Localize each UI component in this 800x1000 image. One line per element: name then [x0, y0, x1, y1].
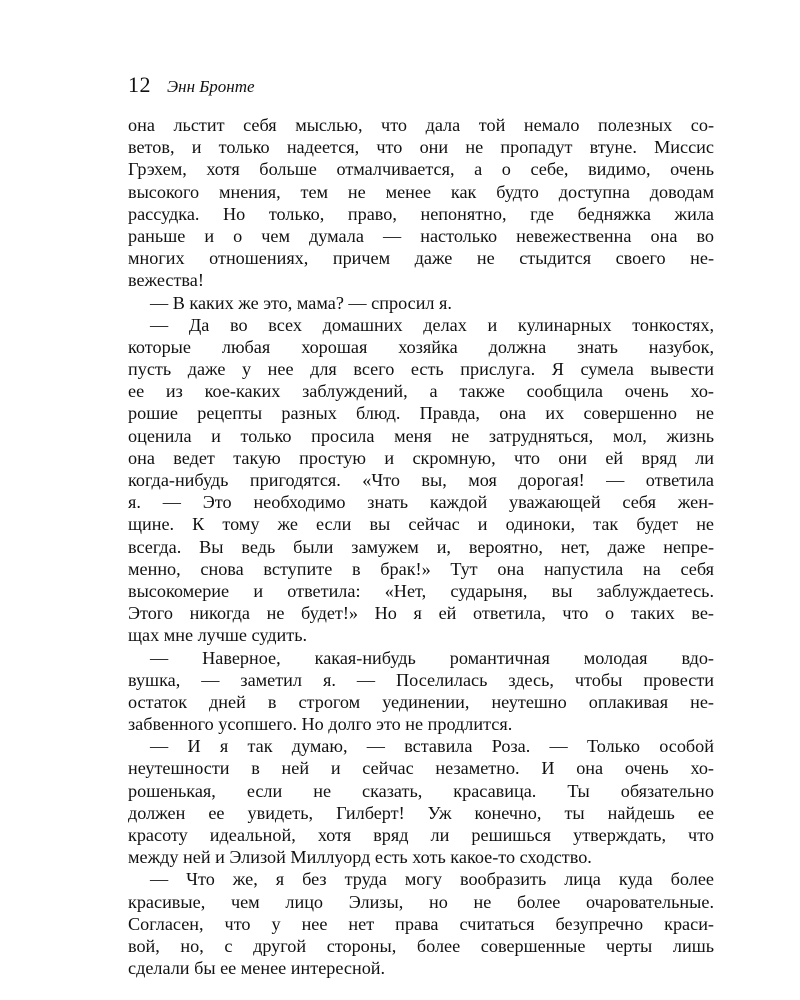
text-line: когда-нибудь пригодятся. «Что вы, моя дорогая! — ответила: [128, 470, 714, 490]
text-line: щине. К тому же если вы сейчас и одиноки, так будет не: [128, 514, 714, 535]
text-line: высокомерие и ответила: «Нет, сударыня, вы заблуждаетесь.: [128, 580, 714, 601]
text-line: многих отношениях, причем даже не стыдится своего не-: [128, 248, 714, 269]
text-line: остаток дней в строгом уединении, неутешно оплакивая не-: [128, 691, 714, 712]
text-line: рошие рецепты разных блюд. Правда, она их совершенно не: [128, 403, 714, 424]
text-line: которые любая хорошая хозяйка должна знать назубок,: [128, 336, 714, 357]
text-line: вежества!: [128, 270, 204, 291]
text-line: — Да во всех домашних делах и кулинарных тонкостях,: [150, 314, 714, 335]
text-line: — Что же, я без труда могу вообразить лица куда более: [150, 869, 714, 890]
text-line: я. — Это необходимо знать каждой уважающей себя жен-: [128, 492, 714, 513]
text-line: — В каких же это, мама? — спросил я.: [150, 292, 452, 313]
text-line: Согласен, что у нее нет права считаться безупречно краси-: [128, 913, 714, 934]
text-line: Этого никогда не будет!» Но я ей ответила, что о таких ве-: [128, 603, 714, 624]
text-line: Грэхем, хотя больше отмалчивается, а о себе, видимо, очень: [128, 159, 714, 180]
text-line: высокого мнения, тем не менее как будто доступна доводам: [128, 181, 714, 202]
page-number: 12: [128, 72, 151, 97]
text-line: красивые, чем лицо Элизы, но не более очаровательные.: [128, 891, 714, 912]
running-title: Энн Бронте: [167, 77, 255, 96]
text-line: раньше и о чем думала — настолько невежественна она во: [128, 225, 714, 246]
text-line: вой, но, с другой стороны, более совершенные черты лишь: [128, 935, 714, 956]
text-line: она льстит себя мыслью, что дала той немало полезных со-: [128, 115, 714, 135]
text-line: менно, снова вступите в брак!» Тут она напустила на себя: [128, 558, 714, 579]
text-line: рассудка. Но только, право, непонятно, где бедняжка жила: [128, 203, 714, 224]
text-line: неутешности в ней и сейчас незаметно. И она очень хо-: [128, 758, 714, 779]
text-line: между ней и Элизой Миллуорд есть хоть какое-то сходство.: [128, 847, 592, 868]
text-line: сделали бы ее менее интересной.: [128, 958, 386, 979]
text-line: красоту идеальной, хотя вряд ли решишься утверждать, что: [128, 825, 714, 845]
text-line: ветов, и только надеется, что они не пропадут втуне. Миссис: [128, 137, 714, 158]
text-line: рошенькая, если не сказать, красавица. Ты обязательно: [128, 780, 714, 801]
text-line: пусть даже у нее для всего есть прислуга. Я сумела вывести: [128, 359, 714, 380]
text-line: — И я так думаю, — вставила Роза. — Только особой: [150, 736, 714, 757]
text-line: она ведет такую простую и скромную, что они ей вряд ли: [128, 447, 714, 468]
text-line: оценила и только просила меня не затрудняться, мол, жизнь: [128, 425, 714, 446]
text-line: щах мне лучше судить.: [128, 625, 308, 646]
text-line: — Наверное, какая-нибудь романтичная молодая вдо-: [150, 647, 714, 668]
body-text: [128, 114, 714, 979]
text-line: должен ее увидеть, Гилберт! Уж конечно, ты найдешь ее: [128, 802, 714, 823]
running-head: [128, 72, 255, 102]
text-line: забвенного усопшего. Но долго это не продлится.: [128, 714, 513, 735]
text-line: всегда. Вы ведь были замужем и, вероятно, нет, даже непре-: [128, 536, 714, 557]
text-line: ее из кое-каких заблуждений, а также сообщила очень хо-: [128, 381, 714, 402]
text-line: вушка, — заметил я. — Поселилась здесь, чтобы провести: [128, 669, 714, 690]
